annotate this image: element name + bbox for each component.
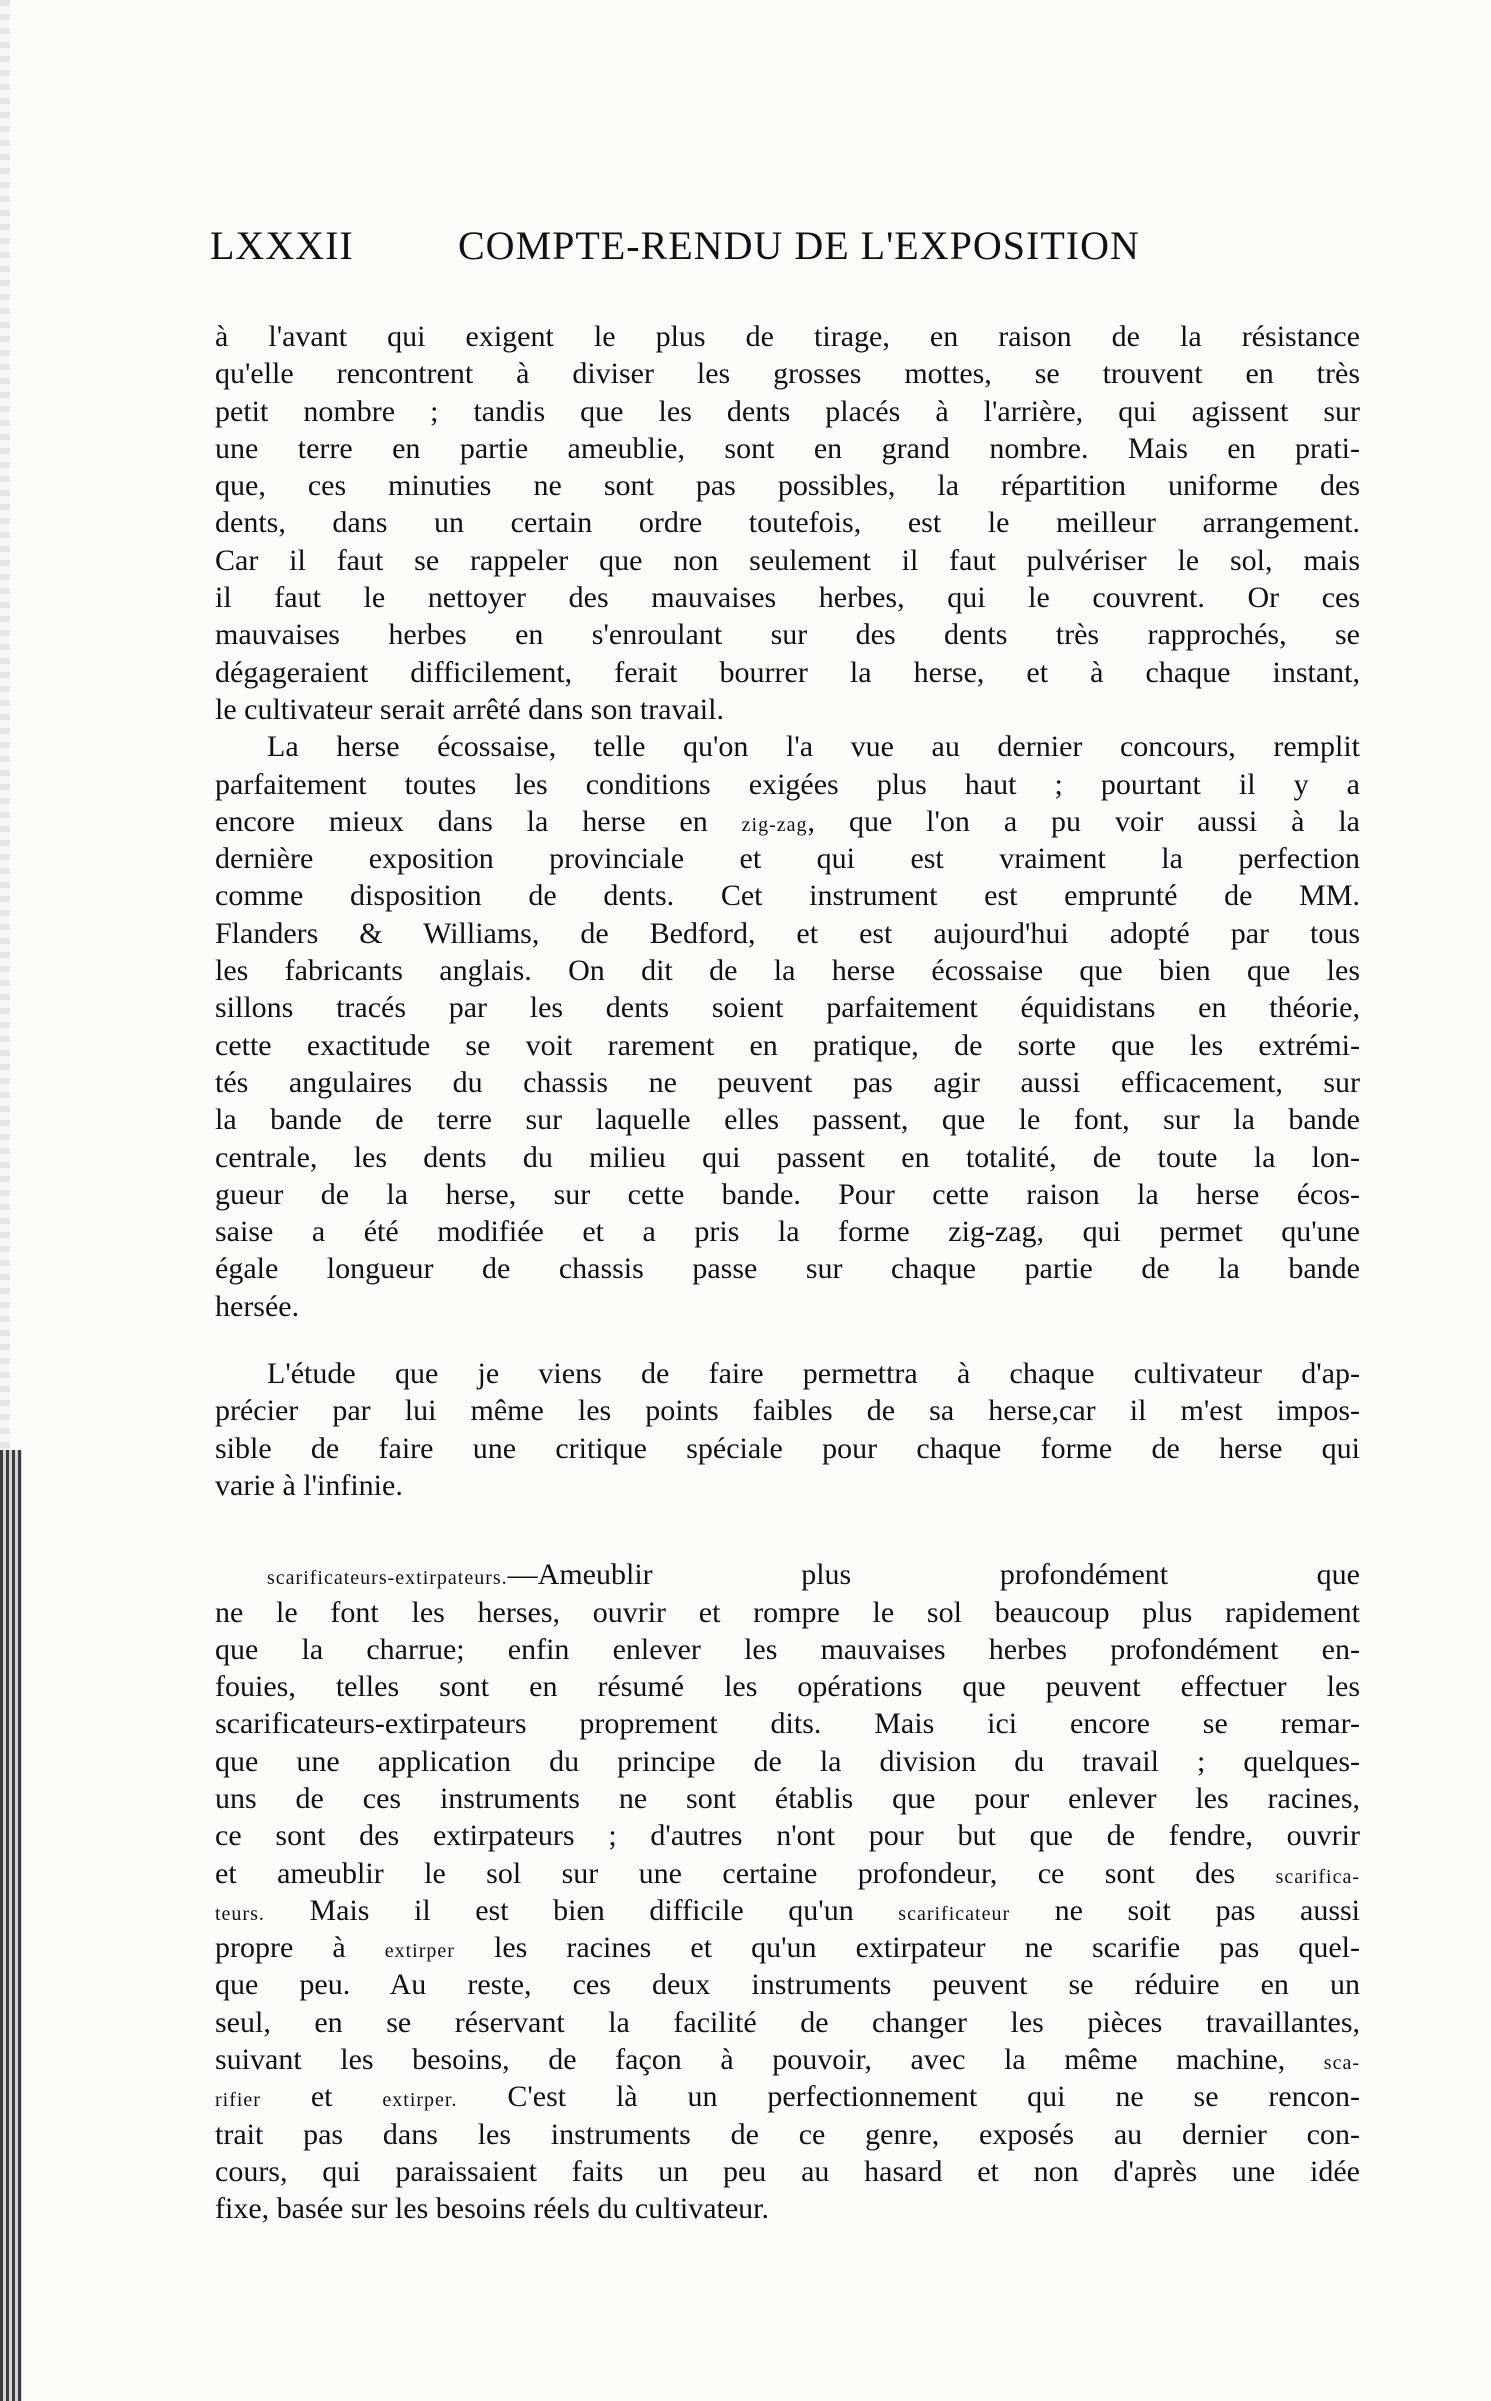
binding-edge bbox=[0, 1450, 22, 2401]
text-line: seul, en se réservant la facilité de changer les pièces travaillantes, bbox=[215, 2005, 1360, 2039]
running-title: COMPTE-RENDU DE L'EXPOSITION bbox=[458, 223, 1140, 268]
text-line: dernière exposition provinciale et qui est vraiment la perfection bbox=[215, 842, 1360, 876]
text-line: précier par lui même les points faibles de sa herse,car il m'est impos- bbox=[215, 1394, 1360, 1428]
text-line: il faut le nettoyer des mauvaises herbes, qui le couvrent. Or ces bbox=[215, 581, 1360, 615]
page-header bbox=[210, 222, 1360, 282]
smallcaps-term: scarifica- bbox=[1275, 1865, 1361, 1888]
page-folio: LXXXII bbox=[210, 223, 354, 268]
text-line: dents, dans un certain ordre toutefois, est le meilleur arrangement. bbox=[215, 506, 1360, 540]
smallcaps-term: rifier bbox=[215, 2089, 261, 2112]
smallcaps-term: extirper. bbox=[382, 2089, 458, 2112]
smallcaps-term: teurs. bbox=[215, 1902, 265, 1925]
smallcaps-term: sca- bbox=[1323, 2052, 1360, 2075]
text-line bbox=[215, 2078, 1360, 2115]
text-line: L'étude que je viens de faire permettra à chaque cultivateur d'ap- bbox=[267, 1357, 1360, 1391]
smallcaps-term: scarificateur bbox=[898, 1902, 1011, 1925]
text-span: C'est là un perfectionnement qui ne se rencon- bbox=[457, 2080, 1360, 2114]
text-line: centrale, les dents du milieu qui passent en totalité, de toute la lon- bbox=[215, 1140, 1360, 1174]
text-line: cette exactitude se voit rarement en pratique, de sorte que les extrémi- bbox=[215, 1028, 1360, 1062]
section-gap bbox=[215, 1504, 1360, 1556]
text-line: tés angulaires du chassis ne peuvent pas agir aussi efficacement, sur bbox=[215, 1065, 1360, 1099]
text-line: parfaitement toutes les conditions exigées plus haut ; pourtant il y a bbox=[215, 767, 1360, 801]
text-line: mauvaises herbes en s'enroulant sur des dents très rapprochés, se bbox=[215, 618, 1360, 652]
text-line: uns de ces instruments ne sont établis que pour enlever les racines, bbox=[215, 1781, 1360, 1815]
smallcaps-term: extirper bbox=[384, 1940, 455, 1963]
text-span: propre à bbox=[215, 1931, 385, 1965]
text-line: fixe, basée sur les besoins réels du cultivateur. bbox=[215, 2192, 770, 2226]
text-line: comme disposition de dents. Cet instrument est emprunté de MM. bbox=[215, 879, 1360, 913]
text-line: les fabricants anglais. On dit de la herse écossaise que bien que les bbox=[215, 954, 1360, 988]
text-line: saise a été modifiée et a pris la forme zig-zag, qui permet qu'une bbox=[215, 1215, 1360, 1249]
text-line: sible de faire une critique spéciale pour chaque forme de herse qui bbox=[215, 1431, 1360, 1465]
text-line bbox=[215, 2041, 1360, 2078]
paragraph-3 bbox=[215, 1355, 1360, 1504]
text-line: Car il faut se rappeler que non seulement il faut pulvériser le sol, mais bbox=[215, 543, 1360, 577]
text-span: encore mieux dans la herse en bbox=[215, 804, 708, 838]
paragraph-4 bbox=[215, 1556, 1360, 2227]
text-span: , que l'on a pu voir aussi à la bbox=[807, 804, 1360, 838]
text-line: trait pas dans les instruments de ce genre, exposés au dernier con- bbox=[215, 2117, 1360, 2151]
text-line: la bande de terre sur laquelle elles passent, que le font, sur la bande bbox=[215, 1103, 1360, 1137]
text-line: qu'elle rencontrent à diviser les grosses mottes, se trouvent en très bbox=[215, 357, 1360, 391]
text-line: petit nombre ; tandis que les dents placés à l'arrière, qui agissent sur bbox=[215, 394, 1360, 428]
text-line: fouies, telles sont en résumé les opérations que peuvent effectuer les bbox=[215, 1670, 1360, 1704]
text-span: et ameublir le sol sur une certaine profondeur, ce sont des bbox=[215, 1856, 1236, 1890]
text-line: varie à l'infinie. bbox=[215, 1468, 403, 1502]
text-line: cours, qui paraissaient faits un peu au hasard et non d'après une idée bbox=[215, 2154, 1360, 2188]
text-line bbox=[215, 1855, 1360, 1892]
text-line bbox=[215, 1929, 1360, 1966]
paragraph-gap bbox=[215, 1325, 1360, 1355]
text-line: une terre en partie ameublie, sont en grand nombre. Mais en prati- bbox=[215, 431, 1360, 465]
text-line: scarificateurs-extirpateurs proprement dits. Mais ici encore se remar- bbox=[215, 1707, 1360, 1741]
text-span: Mais il est bien difficile qu'un bbox=[264, 1893, 899, 1927]
text-span: ne soit pas aussi bbox=[1010, 1893, 1360, 1927]
paragraph-1 bbox=[215, 318, 1360, 728]
section-heading: scarificateurs-extirpateurs. bbox=[267, 1567, 508, 1590]
text-line: La herse écossaise, telle qu'on l'a vue au dernier concours, remplit bbox=[267, 730, 1360, 764]
text-line bbox=[215, 1892, 1360, 1929]
text-line: ne le font les herses, ouvrir et rompre le sol beaucoup plus rapidement bbox=[215, 1595, 1360, 1629]
text-line: que une application du principe de la division du travail ; quelques- bbox=[215, 1744, 1360, 1778]
text-span: —Ameublir plus profondément que bbox=[507, 1558, 1360, 1592]
text-line bbox=[215, 803, 1360, 840]
text-line: gueur de la herse, sur cette bande. Pour cette raison la herse écos- bbox=[215, 1177, 1360, 1211]
text-line: égale longueur de chassis passe sur chaque partie de la bande bbox=[215, 1252, 1360, 1286]
body-text bbox=[215, 318, 1360, 2228]
text-line: ce sont des extirpateurs ; d'autres n'ont pour but que de fendre, ouvrir bbox=[215, 1819, 1360, 1853]
text-line bbox=[215, 1556, 1360, 1593]
text-line: Flanders & Williams, de Bedford, et est aujourd'hui adopté par tous bbox=[215, 916, 1360, 950]
text-line: à l'avant qui exigent le plus de tirage, en raison de la résistance bbox=[215, 320, 1360, 353]
paragraph-2 bbox=[215, 728, 1360, 1325]
text-line: que peu. Au reste, ces deux instruments peuvent se réduire en un bbox=[215, 1968, 1360, 2002]
text-line: que, ces minuties ne sont pas possibles, la répartition uniforme des bbox=[215, 469, 1360, 503]
text-span: les racines et qu'un extirpateur ne scarifie pas quel- bbox=[454, 1931, 1360, 1965]
text-line: dégageraient difficilement, ferait bourrer la herse, et à chaque instant, bbox=[215, 655, 1360, 689]
smallcaps-term: zig-zag bbox=[741, 813, 808, 836]
text-span: et bbox=[260, 2080, 383, 2114]
text-line: sillons tracés par les dents soient parfaitement équidistans en théorie, bbox=[215, 991, 1360, 1025]
binding-edge-top bbox=[0, 0, 10, 1450]
text-line: hersée. bbox=[215, 1289, 300, 1323]
text-span: suivant les besoins, de façon à pouvoir, avec la même machine, bbox=[215, 2043, 1324, 2077]
text-line: le cultivateur serait arrêté dans son travail. bbox=[215, 692, 724, 726]
text-line: que la charrue; enfin enlever les mauvaises herbes profondément en- bbox=[215, 1632, 1360, 1666]
